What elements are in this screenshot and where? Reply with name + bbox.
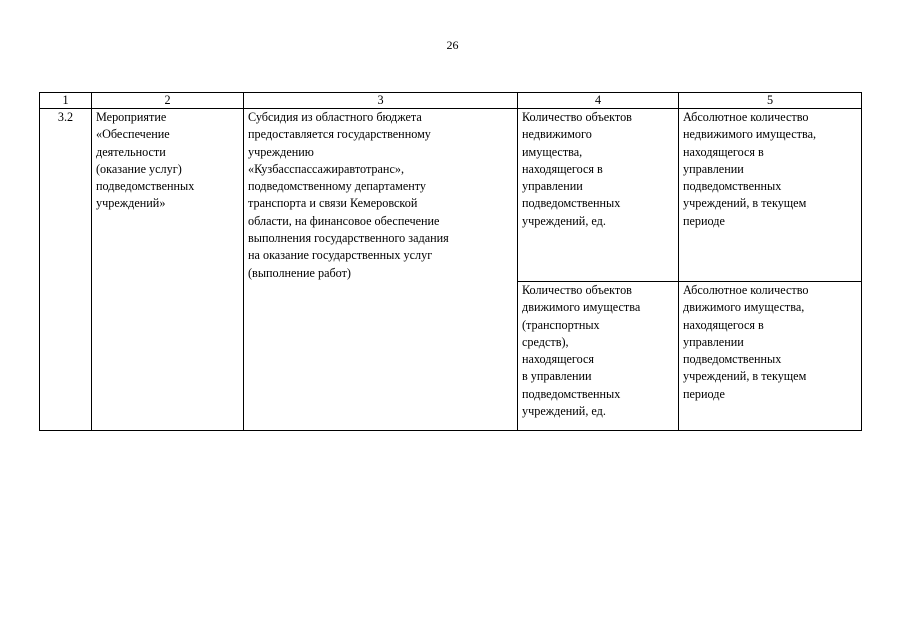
indicator-name-cell: Количество объектов движимого имущества (транспортных средств), находящегося в управлении подведомственных учреждений, ед. [518, 282, 679, 431]
row-number-cell: 3.2 [40, 109, 92, 431]
table-row [40, 109, 862, 282]
page-number: 26 [446, 38, 459, 52]
header-col-1: 1 [40, 93, 92, 109]
header-col-2: 2 [92, 93, 244, 109]
header-col-4: 4 [518, 93, 679, 109]
indicator-method-cell: Абсолютное количество движимого имущества, находящегося в управлении подведомственных учреждений, в текущем периоде [679, 282, 862, 431]
event-name-cell: Мероприятие «Обеспечение деятельности (оказание услуг) подведомственных учреждений» [92, 109, 244, 431]
indicator-name-cell: Количество объектов недвижимого имущества, находящегося в управлении подведомственных учреждений, ед. [518, 109, 679, 282]
indicator-method-cell: Абсолютное количество недвижимого имущества, находящегося в управлении подведомственных учреждений, в текущем периоде [679, 109, 862, 282]
program-measures-table [39, 92, 862, 431]
header-col-5: 5 [679, 93, 862, 109]
table-header-row [40, 93, 862, 109]
event-description-cell: Субсидия из областного бюджета предоставляется государственному учреждению «Кузбасспассажиравтотранс», подведомственному департаменту транспорта и связи Кемеровской области, на финансовое обеспечение выполнения государственного задания на оказание государственных услуг (выполнение работ) [244, 109, 518, 431]
header-col-3: 3 [244, 93, 518, 109]
